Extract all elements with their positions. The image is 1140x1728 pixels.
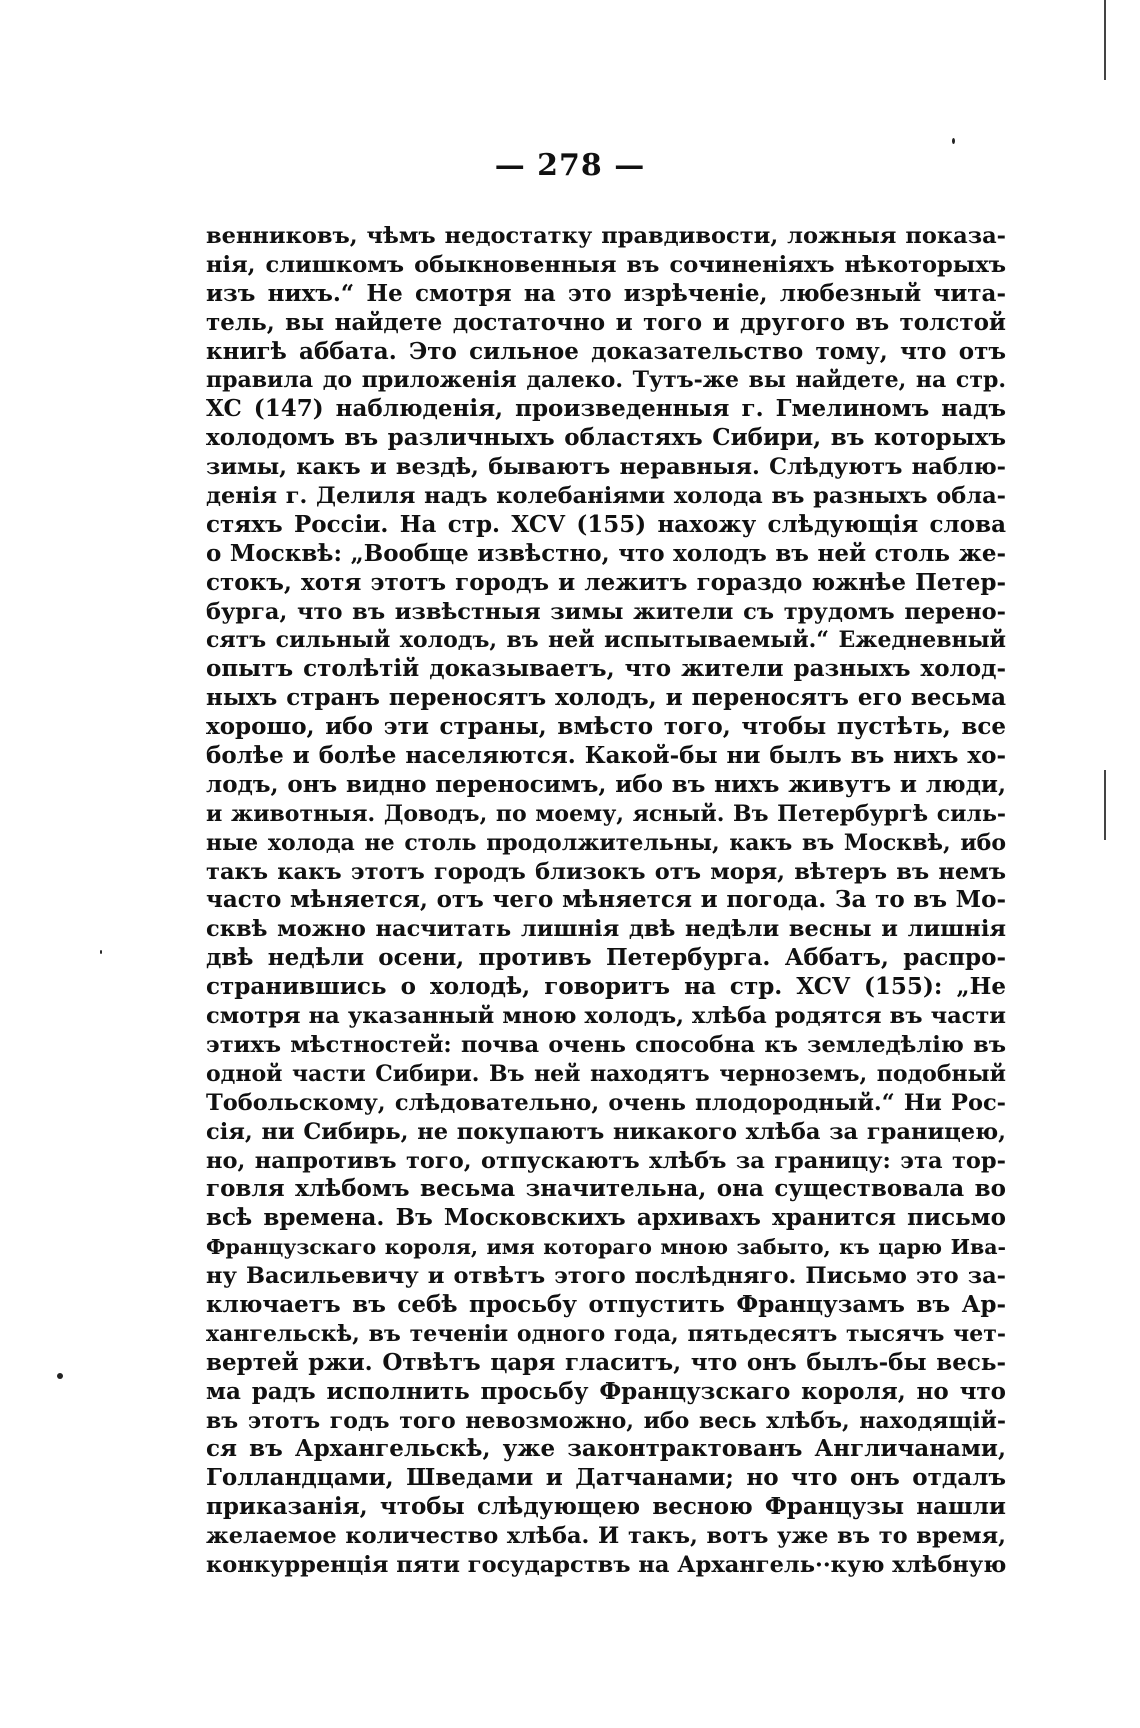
text-line: смотря на указанный мною холодъ, хлѣба родятся въ части [206,1003,1006,1030]
text-line: Французскаго короля, имя котораго мною забыто, къ царю Ива- [206,1235,1006,1260]
text-line: ма радъ исполнить просьбу Французскаго короля, но что [206,1377,1006,1405]
text-line: въ этотъ годъ того невозможно, ибо весь хлѣбъ, находящій- [206,1407,1006,1434]
text-line: болѣе и болѣе населяются. Какой-бы ни былъ въ нихъ хо- [206,742,1006,770]
text-line: стяхъ Россіи. На стр. XCV (155) нахожу слѣдующія слова [206,510,1006,538]
text-line: странившись о холодѣ, говоритъ на стр. XCV (155): „Не [206,973,1006,1001]
scan-edge-mark [1104,770,1106,840]
text-line: и животныя. Доводъ, по моему, ясный. Въ Петербургѣ силь- [206,800,1006,827]
text-line: стокъ, хотя этотъ городъ и лежитъ гораздо южнѣе Петер- [206,568,1006,596]
text-line: тель, вы найдете достаточно и того и другого въ толстой [206,308,1006,336]
text-line: хангельскѣ, въ теченіи одного года, пятьдесятъ тысячъ чет- [206,1320,1006,1347]
text-line: этихъ мѣстностей: почва очень способна къ земледѣлію въ [206,1031,1006,1058]
text-line: зимы, какъ и вездѣ, бываютъ неравныя. Слѣдуютъ наблю- [206,454,1006,481]
text-line: сія, ни Сибирь, не покупаютъ никакого хлѣба за границею, [206,1118,1006,1145]
text-line: сятъ сильный холодъ, въ ней испытываемый.“ Ежедневный [206,627,1006,654]
text-line: часто мѣняется, отъ чего мѣняется и погода. За то въ Мо- [206,886,1006,914]
text-line: о Москвѣ: „Вообще извѣстно, что холодъ въ ней столь же- [206,539,1006,567]
text-line: двѣ недѣли осени, противъ Петербурга. Аббатъ, распро- [206,944,1006,972]
text-line: бурга, что въ извѣстныя зимы жители съ трудомъ перено- [206,598,1006,625]
text-line: приказанія, чтобы слѣдующею весною Французы нашли [206,1493,1006,1521]
text-line: такъ какъ этотъ городъ близокъ отъ моря, вѣтеръ въ немъ [206,858,1006,885]
text-line: правила до приложенія далеко. Тутъ-же вы найдете, на стр. [206,367,1006,394]
text-line: ные холода не столь продолжительны, какъ въ Москвѣ, ибо [206,829,1006,856]
text-line: но, напротивъ того, отпускаютъ хлѣбъ за границу: эта тор- [206,1147,1006,1174]
text-line: XC (147) наблюденія, произведенныя г. Гмелиномъ надъ [206,395,1006,423]
text-line: венниковъ, чѣмъ недостатку правдивости, ложныя показа- [206,223,1006,249]
text-line: конкурренція пяти государствъ на Архангель··кую хлѣбную [206,1551,1006,1578]
scan-speck [100,950,102,954]
text-line: ну Васильевичу и отвѣтъ этого послѣдняго. Письмо это за- [206,1263,1006,1290]
text-line: ныхъ странъ переносятъ холодъ, и переносятъ его весьма [206,684,1006,712]
text-line: вертей ржи. Отвѣтъ царя гласитъ, что онъ былъ-бы весь- [206,1348,1006,1376]
text-line: лодъ, онъ видно переносимъ, ибо въ нихъ живутъ и люди, [206,770,1006,798]
text-line: хорошо, ибо эти страны, вмѣсто того, чтобы пустѣть, все [206,713,1006,741]
text-line: книгѣ аббата. Это сильное доказательство тому, что отъ [206,337,1006,365]
page-number: — 278 — [494,148,646,183]
text-line: желаемое количество хлѣба. И такъ, вотъ уже въ то время, [206,1523,1006,1550]
text-line: Голландцами, Шведами и Датчанами; но что онъ отдалъ [206,1464,1006,1492]
scan-edge-mark [1104,0,1106,80]
text-line: Тобольскому, слѣдовательно, очень плодородный.“ Ни Рос- [206,1089,1006,1116]
scan-speck [952,138,955,144]
text-line: опытъ столѣтій доказываетъ, что жители разныхъ холод- [206,655,1006,683]
body-text [206,222,1006,1580]
text-line: ся въ Архангельскѣ, уже законтрактованъ Англичанами, [206,1435,1006,1463]
text-line: сквѣ можно насчитать лишнія двѣ недѣли весны и лишнія [206,916,1006,943]
text-line: холодомъ въ различныхъ областяхъ Сибири, въ которыхъ [206,424,1006,452]
scan-speck [57,1373,63,1379]
text-line: ключаетъ въ себѣ просьбу отпустить Французамъ въ Ар- [206,1290,1006,1318]
text-line: изъ нихъ.“ Не смотря на это изрѣченіе, любезный чита- [206,279,1006,307]
text-line: говля хлѣбомъ весьма значительна, она существовала во [206,1175,1006,1203]
text-line: денія г. Делиля надъ колебаніями холода въ разныхъ обла- [206,483,1006,510]
text-line: нія, слишкомъ обыкновенныя въ сочиненіяхъ нѣкоторыхъ [206,251,1006,278]
text-line: одной части Сибири. Въ ней находятъ черноземъ, подобный [206,1060,1006,1087]
text-line: всѣ времена. Въ Московскихъ архивахъ хранится письмо [206,1204,1006,1232]
